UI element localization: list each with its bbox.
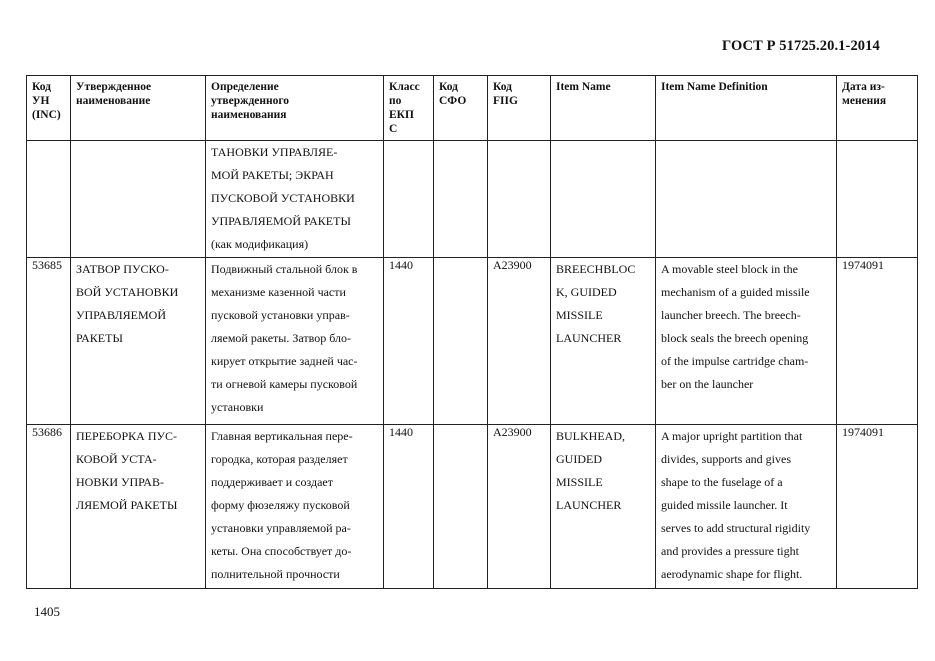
col-header-inc: Код УН (INC) [27,76,71,141]
cell-item-name [551,141,656,258]
cell-sfo [434,258,488,425]
page-number: 1405 [34,604,60,619]
cell-item-definition: A major upright partition that divides, supports and gives shape to the fuselage of a guided missile launcher. It serves to add structural rigidity and provides a pressure tight aerodynamic shape for flight. [656,425,837,589]
cell-date: 1974091 [837,258,918,425]
cell-sfo [434,141,488,258]
cell-item-definition: A movable steel block in the mechanism of a guided missile launcher breech. The breech- block seals the breech opening of the impulse cartridge cham- ber on the launcher [656,258,837,425]
cell-fiig [488,141,551,258]
cell-definition: ТАНОВКИ УПРАВЛЯЕ- МОЙ РАКЕТЫ; ЭКРАН ПУСКОВОЙ УСТАНОВКИ УПРАВЛЯЕМОЙ РАКЕТЫ (как модификация) [206,141,384,258]
col-header-item-name: Item Name [551,76,656,141]
cell-approved-name: ЗАТВОР ПУСКО- ВОЙ УСТАНОВКИ УПРАВЛЯЕМОЙ РАКЕТЫ [71,258,206,425]
table-row [27,258,918,425]
cell-definition: Подвижный стальной блок в механизме казенной части пусковой установки управ- ляемой ракеты. Затвор бло- кирует открытие задней час- ти огневой камеры пусковой установки [206,258,384,425]
catalog-table [26,75,918,589]
cell-inc: 53685 [27,258,71,425]
table-row [27,141,918,258]
cell-inc: 53686 [27,425,71,589]
col-header-class: Класс по ЕКП С [384,76,434,141]
col-header-sfo: Код СФО [434,76,488,141]
document-code: ГОСТ Р 51725.20.1-2014 [722,38,880,54]
cell-inc [27,141,71,258]
cell-item-definition [656,141,837,258]
cell-date: 1974091 [837,425,918,589]
cell-date [837,141,918,258]
col-header-approved-name: Утвержденное наименование [71,76,206,141]
cell-sfo [434,425,488,589]
col-header-date: Дата из- менения [837,76,918,141]
table-header-row [27,76,918,141]
table-row [27,425,918,589]
cell-class: 1440 [384,258,434,425]
cell-definition: Главная вертикальная пере- городка, которая разделяет поддерживает и создает форму фюзеляжу пусковой установки управляемой ра- кеты. Она способствует до- полнительной прочности [206,425,384,589]
cell-class [384,141,434,258]
col-header-definition: Определение утвержденного наименования [206,76,384,141]
col-header-fiig: Код FIIG [488,76,551,141]
cell-approved-name: ПЕРЕБОРКА ПУС- КОВОЙ УСТА- НОВКИ УПРАВ- ЛЯЕМОЙ РАКЕТЫ [71,425,206,589]
cell-fiig: A23900 [488,258,551,425]
cell-approved-name [71,141,206,258]
cell-fiig: A23900 [488,425,551,589]
cell-class: 1440 [384,425,434,589]
cell-item-name: BULKHEAD, GUIDED MISSILE LAUNCHER [551,425,656,589]
cell-item-name: BREECHBLOC K, GUIDED MISSILE LAUNCHER [551,258,656,425]
col-header-item-definition: Item Name Definition [656,76,837,141]
